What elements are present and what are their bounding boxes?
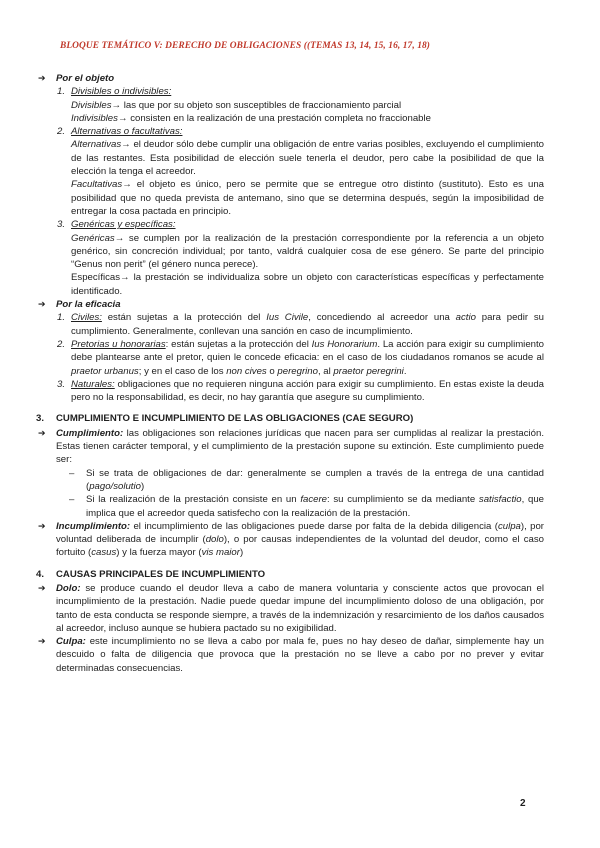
term-culpa: culpa bbox=[497, 520, 521, 532]
section-heading-causas bbox=[36, 568, 544, 581]
term-praetor-peregrini: praetor peregrini bbox=[333, 365, 404, 377]
text-fragment: . bbox=[403, 365, 407, 377]
text-fragment: , concediendo al acreedor una bbox=[308, 312, 456, 324]
term-peregrino: peregrino bbox=[277, 365, 318, 377]
arrow-bullet-icon: ➔ bbox=[38, 636, 46, 647]
dash-bullet-icon: – bbox=[69, 467, 75, 479]
arrow-bullet-icon: ➔ bbox=[38, 582, 46, 593]
text-fragment: Si la realización de la prestación consiste en un bbox=[86, 494, 301, 506]
subheading-alternativas: Alternativas o facultativas: bbox=[71, 126, 183, 138]
definition-divisibles bbox=[36, 99, 544, 112]
term-pretorias: Pretorias u honorarias bbox=[71, 338, 166, 350]
definition-especificas: Específicas→ la prestación se individualiza sobre un objeto con características específicas y perfectamente identificado. bbox=[71, 272, 544, 297]
term-indivisibles: Indivisibles bbox=[71, 112, 118, 124]
heading-por-la-eficacia: Por la eficacia bbox=[56, 299, 121, 311]
text-fragment: ) y la fuerza mayor ( bbox=[116, 547, 202, 559]
section-title: CUMPLIMIENTO E INCUMPLIMIENTO DE LAS OBLIGACIONES (CAE SEGURO) bbox=[56, 413, 414, 425]
text-indivisibles: → consisten en la realización de una prestación completa no fraccionable bbox=[117, 112, 431, 124]
text-fragment: ) bbox=[239, 547, 244, 559]
list-item-civiles bbox=[36, 311, 544, 338]
arrow-bullet-icon: ➔ bbox=[38, 520, 46, 531]
term-non-cives: non cives bbox=[226, 365, 267, 377]
paragraph-incumplimiento bbox=[36, 520, 544, 560]
dash-item-obligaciones-dar bbox=[36, 467, 544, 494]
list-number: 1. bbox=[57, 312, 66, 324]
list-number: 3. bbox=[57, 219, 66, 231]
term-alternativas: Alternativas bbox=[71, 139, 122, 151]
term-genericas: Genéricas bbox=[71, 232, 115, 244]
text-genericas: → se cumplen por la realización de la prestación correspondiente por la referencia a un objeto genérico, sin concreción individual; por tanto, valdrá cualquier cosa de ese género. Se parte del principio “Genus non perit” (el género nunca perece). bbox=[71, 232, 544, 271]
text-culpa: este incumplimiento no se lleva a cabo por mala fe, pues no hay deseo de dañar, simplemente hay un descuido o falta de diligencia que provoca que la prestación no se lleve a cabo por no prever y evitar determinadas consecuencias. bbox=[56, 636, 544, 674]
term-cumplimiento: Cumplimiento: bbox=[56, 427, 124, 439]
section-number: 3. bbox=[36, 413, 45, 425]
text-fragment: , al bbox=[317, 365, 334, 377]
list-item-pretorias bbox=[36, 338, 544, 378]
list-item-alternativas bbox=[36, 125, 544, 138]
text-fragment: : su cumplimiento se da mediante bbox=[326, 494, 479, 506]
term-naturales: Naturales: bbox=[71, 378, 115, 390]
text-fragment: ), o por causas independientes de la voluntad del deudor, como el caso fortuito ( bbox=[56, 534, 544, 559]
heading-por-el-objeto: Por el objeto bbox=[56, 73, 115, 84]
term-actio: actio bbox=[455, 312, 476, 324]
text-fragment: ; y en el caso de los bbox=[138, 365, 227, 377]
text-fragment: ), por voluntad deliberada de incumplir ( bbox=[56, 520, 544, 546]
term-ius-civile: Ius Civile bbox=[266, 312, 309, 324]
definition-alternativas bbox=[36, 138, 544, 178]
text-fragment: para pedir su cumplimiento. Generalmente, conllevan una sanción en caso de incumplimiento. bbox=[71, 312, 544, 337]
text-facultativas: → el objeto es único, pero se permite que se entregue otro distinto (sustituto). Esto es una posibilidad que no queda prevista de antemano, sino que se determina después, según la imposibilidad de entregar la cosa pactada en principio. bbox=[71, 179, 544, 217]
term-dolo-heading: Dolo: bbox=[56, 582, 81, 594]
arrow-bullet-icon: ➔ bbox=[38, 427, 46, 438]
list-number: 2. bbox=[57, 126, 66, 138]
text-fragment: están sujetas a la protección del bbox=[101, 312, 267, 324]
list-item-divisibles bbox=[36, 85, 544, 98]
paragraph-dolo bbox=[36, 582, 544, 635]
list-item-genericas bbox=[36, 218, 544, 231]
section-por-la-eficacia bbox=[36, 298, 544, 311]
text-fragment: : están sujetas a la protección del bbox=[165, 338, 312, 350]
text-fragment: el incumplimiento de las obligaciones puede darse por falta de la debida diligencia ( bbox=[130, 520, 498, 532]
list-number: 1. bbox=[57, 86, 66, 98]
paragraph-culpa bbox=[36, 635, 544, 675]
definition-facultativas bbox=[36, 178, 544, 218]
text-fragment: Si se trata de obligaciones de dar: generalmente se cumplen a través de la entrega de una cantidad ( bbox=[86, 467, 544, 492]
term-casus: casus bbox=[91, 547, 117, 559]
document-body bbox=[36, 72, 544, 675]
term-praetor-urbanus: praetor urbanus bbox=[71, 365, 139, 377]
subheading-divisibles: Divisibles o indivisibles: bbox=[71, 86, 172, 98]
dash-bullet-icon: – bbox=[69, 494, 75, 506]
text-dolo: se produce cuando el deudor lleva a cabo de manera voluntaria y consciente actos que provocan el incumplimiento de la prestación. Nadie puede quedar impune del incumplimiento doloso de una obligación, por tanto de esta conducta se responde siempre, a través de la indemnización y resarcimiento de los daños causados al acreedor, incluso aunque se hubiera pactado su no exigibilidad. bbox=[56, 582, 544, 634]
term-civiles: Civiles: bbox=[71, 312, 102, 324]
term-ius-honorarium: Ius Honorarium bbox=[311, 338, 378, 350]
text-fragment: o bbox=[266, 365, 278, 377]
term-satisfactio: satisfactio bbox=[478, 494, 522, 506]
section-number: 4. bbox=[36, 568, 45, 580]
section-title: CAUSAS PRINCIPALES DE INCUMPLIMIENTO bbox=[56, 568, 266, 580]
term-vis-maior: vis maior bbox=[201, 547, 240, 559]
term-dolo: dolo bbox=[205, 534, 224, 546]
text-cumplimiento: las obligaciones son relaciones jurídicas que nacen para ser cumplidas al realizar la prestación. Estas tienen carácter temporal, y el cumplimiento de la prestación supone su extinción. Este cumplimiento puede ser: bbox=[56, 427, 544, 466]
text-alternativas: → el deudor sólo debe cumplir una obligación de entre varias posibles, excluyendo el cumplimiento de las restantes. Esta posibilidad de elección suele tenerla el deudor, pero cabe la posibilidad de que la elección la tenga el acreedor. bbox=[71, 139, 544, 178]
term-incumplimiento: Incumplimiento: bbox=[56, 520, 131, 532]
definition-genericas bbox=[36, 232, 544, 272]
section-heading-cumplimiento bbox=[36, 412, 544, 425]
text-divisibles: → las que por su objeto son susceptibles de fraccionamiento parcial bbox=[111, 99, 402, 111]
term-pago-solutio: pago/solutio bbox=[89, 480, 141, 492]
section-por-el-objeto bbox=[36, 72, 544, 85]
list-number: 3. bbox=[57, 378, 66, 390]
text-fragment: . La acción para exigir su cumplimiento debe plantearse ante el pretor, quien le concede eficacia: en el caso de los ciudadanos romanos se acude al bbox=[71, 338, 544, 364]
text-fragment: , que implica que el acreedor queda satisfecho con la realización de la prestación. bbox=[86, 494, 544, 519]
term-divisibles: Divisibles bbox=[71, 99, 112, 111]
page-header-title: BLOQUE TEMÁTICO V: DERECHO DE OBLIGACIONES ((TEMAS 13, 14, 15, 16, 17, 18) bbox=[60, 41, 431, 51]
paragraph-cumplimiento bbox=[36, 427, 544, 467]
page-number: 2 bbox=[520, 798, 526, 809]
term-facere: facere bbox=[300, 494, 327, 506]
term-facultativas: Facultativas bbox=[71, 179, 123, 191]
text-fragment: ) bbox=[140, 480, 145, 492]
list-item-naturales bbox=[36, 378, 544, 405]
arrow-bullet-icon: ➔ bbox=[38, 73, 46, 83]
list-number: 2. bbox=[57, 338, 66, 350]
definition-indivisibles bbox=[36, 112, 544, 125]
term-culpa-heading: Culpa: bbox=[56, 636, 86, 648]
text-naturales: obligaciones que no requieren ninguna acción para exigir su cumplimiento. En estas existe la deuda pero no la responsabilidad, es decir, no hay garantía que asegure su cumplimiento. bbox=[71, 378, 544, 404]
arrow-bullet-icon: ➔ bbox=[38, 299, 46, 310]
subheading-genericas: Genéricas y específicas: bbox=[71, 219, 176, 231]
dash-item-facere bbox=[36, 493, 544, 520]
